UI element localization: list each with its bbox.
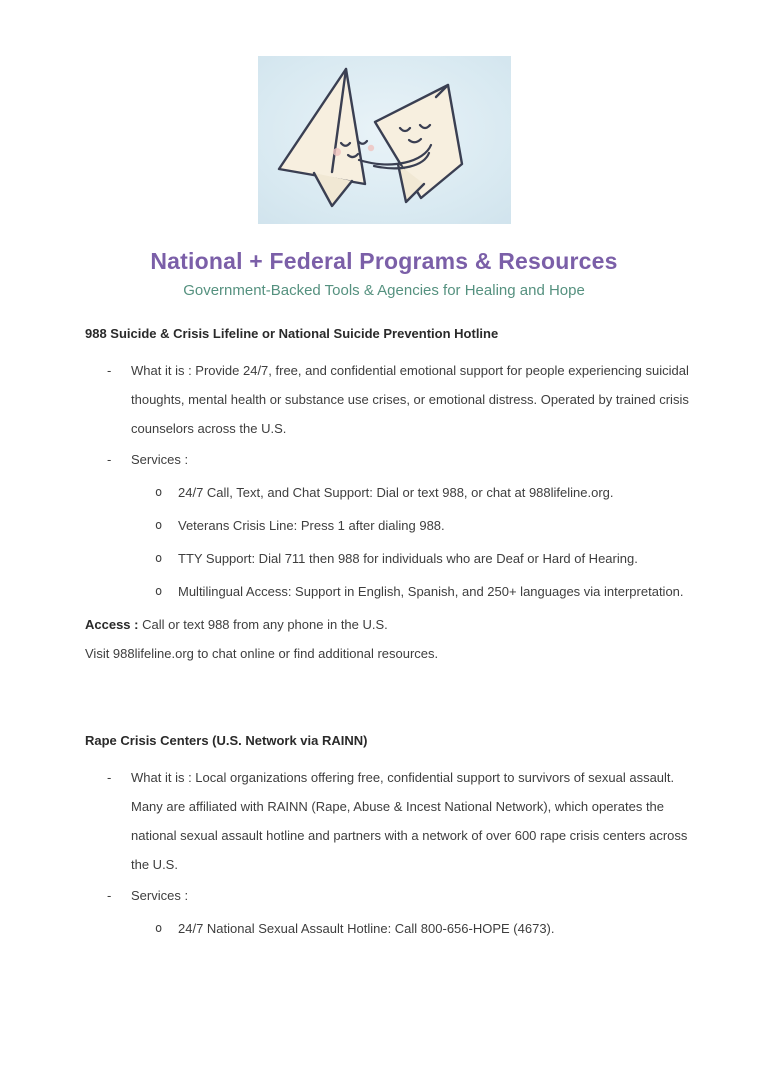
- hero-illustration: [258, 56, 511, 224]
- bullet-text: What it is : Provide 24/7, free, and confidential emotional support for people experiencing suicidal thoughts, mental health or substance use crises, or emotional distress. Operated by trained crisis counselors across the U.S.: [131, 363, 689, 436]
- list-item: [85, 356, 692, 443]
- access-label: Access :: [85, 617, 139, 632]
- sub-bullet-text: Multilingual Access: Support in English, Spanish, and 250+ languages via interpretation.: [178, 584, 684, 599]
- list-item: [85, 881, 692, 910]
- circle-bullet: o: [155, 485, 163, 499]
- sub-bullet-text: 24/7 National Sexual Assault Hotline: Call 800-656-HOPE (4673).: [178, 921, 555, 936]
- dash-bullet: -: [107, 770, 112, 785]
- page-title: National + Federal Programs & Resources: [150, 248, 618, 274]
- circle-bullet: o: [155, 518, 163, 532]
- dash-bullet: -: [107, 888, 112, 903]
- services-sublist: [85, 914, 692, 943]
- sub-bullet-text: TTY Support: Dial 711 then 988 for individuals who are Deaf or Hard of Hearing.: [178, 551, 638, 566]
- list-item: [85, 763, 692, 879]
- services-sublist: [85, 478, 692, 606]
- access-line: [85, 610, 692, 639]
- bullet-text: Services :: [131, 452, 189, 467]
- bullet-text: Services :: [131, 888, 189, 903]
- visit-line: Visit 988lifeline.org to chat online or find additional resources.: [85, 646, 439, 661]
- document-page: [0, 56, 768, 1065]
- section-988-lifeline: [85, 326, 692, 668]
- list-item: [85, 511, 692, 540]
- paper-planes-hugging-illustration: [258, 56, 511, 224]
- sub-bullet-text: 24/7 Call, Text, and Chat Support: Dial or text 988, or chat at 988lifeline.org.: [178, 485, 614, 500]
- circle-bullet: o: [155, 921, 163, 935]
- bullet-text: What it is : Local organizations offering free, confidential support to survivors of sexual assault. Many are affiliated with RAINN (Rape, Abuse & Incest National Network), which operates the national sexual assault hotline and partners with a network of over 600 rape crisis centers across the U.S.: [131, 770, 688, 872]
- circle-bullet: o: [155, 551, 163, 565]
- list-item: [85, 478, 692, 507]
- access-text: Call or text 988 from any phone in the U.S.: [138, 617, 388, 632]
- list-item: [85, 914, 692, 943]
- sub-bullet-text: Veterans Crisis Line: Press 1 after dialing 988.: [178, 518, 445, 533]
- list-item: [85, 577, 692, 606]
- list-item: [85, 445, 692, 474]
- dash-bullet: -: [107, 452, 112, 467]
- page-subtitle: Government-Backed Tools & Agencies for Healing and Hope: [183, 282, 585, 299]
- dash-bullet: -: [107, 363, 112, 378]
- section-heading: 988 Suicide & Crisis Lifeline or National Suicide Prevention Hotline: [85, 326, 499, 341]
- list-item: [85, 544, 692, 573]
- section-heading: Rape Crisis Centers (U.S. Network via RAINN): [85, 733, 368, 748]
- section-rape-crisis-centers: [85, 733, 692, 943]
- circle-bullet: o: [155, 584, 163, 598]
